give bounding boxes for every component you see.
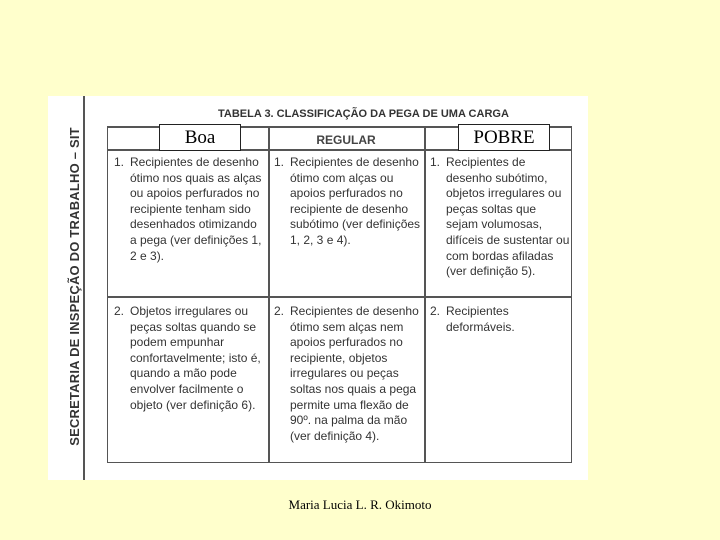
cell-text: Objetos irregulares ou peças soltas quando se podem empunhar confortavelmente; isto é, quando a mão pode envolver facilmente o objeto (ver definição 6). xyxy=(130,304,261,412)
cell-number: 2. xyxy=(430,304,441,318)
cell-number: 2. xyxy=(114,304,125,318)
cell-pobre-2 xyxy=(430,304,570,335)
cell-text: Recipientes deformáveis. xyxy=(446,304,515,334)
column-divider-2 xyxy=(424,126,426,462)
header-boa: Boa xyxy=(159,124,241,151)
cell-number: 1. xyxy=(274,155,285,169)
scanned-table-image xyxy=(48,96,588,480)
table-title: TABELA 3. CLASSIFICAÇÃO DA PEGA DE UMA CARGA xyxy=(218,108,509,120)
column-divider-1 xyxy=(268,126,270,462)
sidebar-divider xyxy=(83,96,85,480)
classification-table xyxy=(107,126,572,463)
header-pobre: POBRE xyxy=(458,124,550,151)
cell-boa-2 xyxy=(114,304,264,413)
cell-number: 1. xyxy=(114,155,125,169)
cell-number: 2. xyxy=(274,304,285,318)
cell-text: Recipientes de desenho ótimo com alças ou apoios perfurados no recipiente de desenho subótimo (ver definições 1, 2, 3 e 4). xyxy=(290,155,421,247)
cell-pobre-1 xyxy=(430,155,570,280)
cell-boa-1 xyxy=(114,155,264,264)
cell-text: Recipientes de desenho subótimo, objetos irregulares ou peças soltas que sejam volumosas, difíceis de sustentar ou com bordas afiladas (ver definição 5). xyxy=(446,155,570,279)
author-footer: Maria Lucia L. R. Okimoto xyxy=(288,497,432,512)
cell-text: Recipientes de desenho ótimo nos quais as alças ou apoios perfurados no recipiente tenham sido desenhados otimizando a pega (ver definições 1, 2 e 3). xyxy=(130,155,262,263)
cell-text: Recipientes de desenho ótimo sem alças nem apoios perfurados no recipiente, objetos irregulares ou peças soltas nos quais a pega permite uma flexão de 90º. na palma da mão (ver definição 4). xyxy=(290,304,419,443)
cell-regular-2 xyxy=(274,304,422,444)
sidebar-label-text: SECRETARIA DE INSPEÇÃO DO TRABALHO – SIT xyxy=(66,126,82,446)
row-divider xyxy=(108,296,571,298)
header-regular: REGULAR xyxy=(316,133,376,147)
cell-number: 1. xyxy=(430,155,441,169)
cell-regular-1 xyxy=(274,155,422,249)
